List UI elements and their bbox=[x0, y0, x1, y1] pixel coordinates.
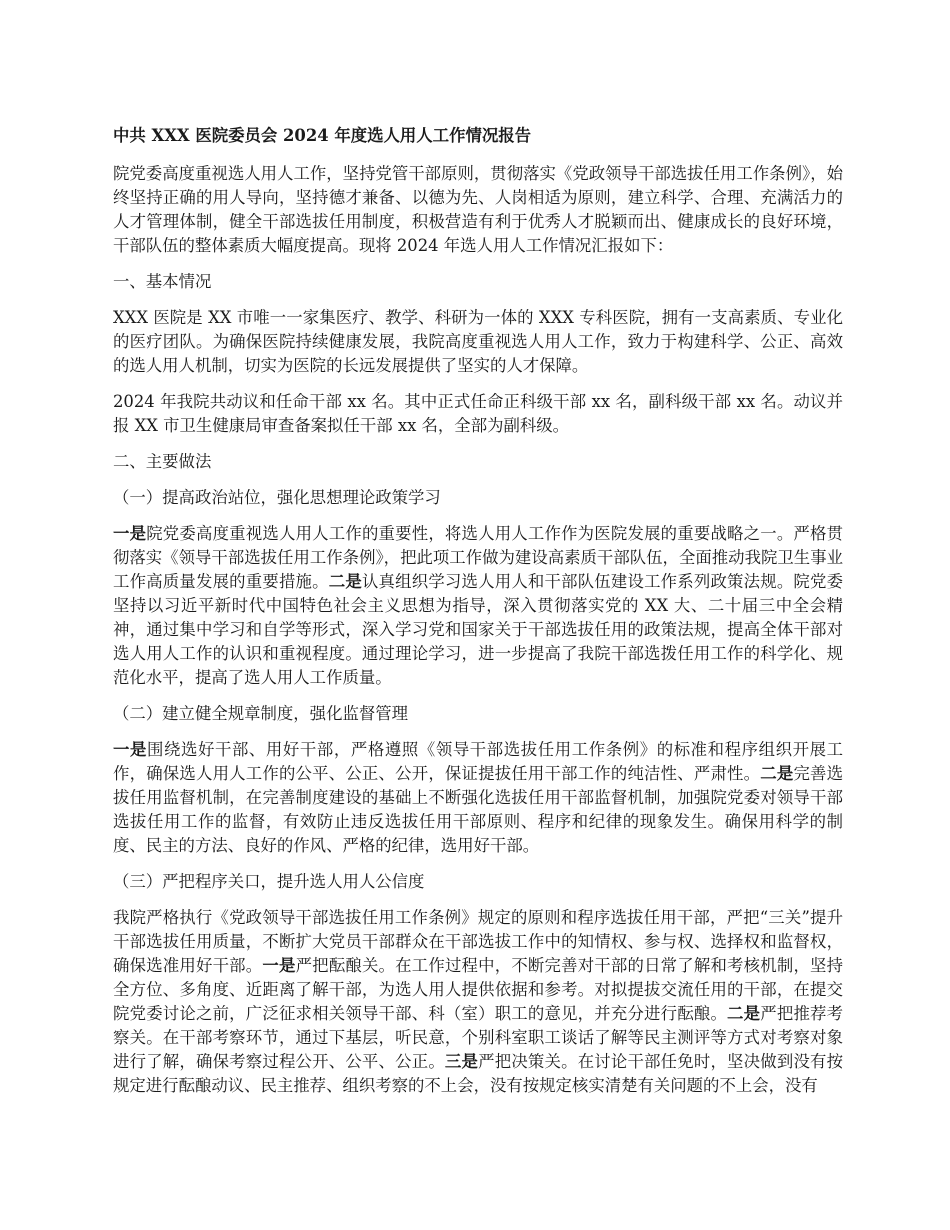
subsection-heading-3: （三）严把程序关口，提升选人用人公信度 bbox=[113, 872, 425, 891]
paragraph-text: 严把推荐考察关。在干部考察环节，通过下基层，听民意，个别科室职工谈话了解等民主测评等方式对考察对象进行了解，确保考察过程公开、公平、公正。 bbox=[113, 1004, 844, 1071]
bold-lead: 二是 bbox=[727, 1004, 761, 1023]
basic-paragraph-1: XXX 医院是 XX 市唯一一家集医疗、教学、科研为一体的 XXX 专科医院，拥有一支高素质、专业化的医疗团队。为确保医院持续健康发展，我院高度重视选人用人工作，致力于构建科学、公正、高效的选人用人机制，切实为医院的长远发展提供了坚实的人才保障。 bbox=[113, 308, 843, 375]
document-page bbox=[113, 124, 843, 1110]
document-title: 中共 XXX 医院委员会 2024 年度选人用人工作情况报告 bbox=[113, 126, 532, 145]
basic-paragraph-2: 2024 年我院共动议和任命干部 xx 名。其中正式任命正科级干部 xx 名，副科级干部 xx 名。动议并报 XX 市卫生健康局审查备案拟任干部 xx 名，全部为副科级。 bbox=[113, 392, 843, 435]
bold-lead: 三是 bbox=[444, 1052, 479, 1071]
bold-lead: 一是 bbox=[113, 740, 147, 759]
subsection-heading-2: （二）建立健全规章制度，强化监督管理 bbox=[113, 704, 409, 723]
paragraph-text: 围绕选好干部、用好干部，严格遵照《领导干部选拔任用工作条例》的标准和程序组织开展工作，确保选人用人工作的公平、公正、公开，保证提拔任用干部工作的纯洁性、严肃性。 bbox=[113, 740, 844, 783]
bold-lead: 二是 bbox=[760, 764, 794, 783]
subsection-2-paragraph bbox=[113, 738, 843, 858]
subsection-heading-1: （一）提高政治站位，强化思想理论政策学习 bbox=[113, 488, 441, 507]
paragraph-text: 完善选拔任用监督机制，在完善制度建设的基础上不断强化选拔任用干部监督机制，加强院党委对领导干部选拔任用工作的监督，有效防止违反选拔任用干部原则、程序和纪律的现象发生。确保用科学的制度、民主的方法、良好的作风、严格的纪律，选用好干部。 bbox=[113, 764, 844, 855]
subsection-1-paragraph bbox=[113, 522, 843, 690]
paragraph-text: 我院严格执行《党政领导干部选拔任用工作条例》规定的原则和程序选拔任用干部，严把“三关”提升干部选拔任用质量，不断扩大党员干部群众在干部选拔工作中的知情权、参与权、选择权和监督权，确保选准用好干部。 bbox=[113, 908, 843, 975]
paragraph-text: 严把决策关。在讨论干部任免时，坚决做到没有按规定进行酝酿动议、民主推荐、组织考察的不上会，没有按规定核实清楚有关问题的不上会，没有 bbox=[113, 1052, 844, 1095]
paragraph-text: 严把酝酿关。在工作过程中，不断完善对干部的日常了解和考核机制，坚持全方位、多角度、近距离了解干部，为选人用人提供依据和参考。对拟提拔交流任用的干部，在提交院党委讨论之前，广泛征求相关领导干部、科（室）职工的意见，并充分进行酝酿。 bbox=[113, 956, 844, 1023]
subsection-3-paragraph bbox=[113, 906, 843, 1098]
paragraph-text: 认真组织学习选人用人和干部队伍建设工作系列政策法规。院党委坚持以习近平新时代中国特色社会主义思想为指导，深入贯彻落实党的 XX 大、二十届三中全会精神，通过集中学习和自学等形式，深入学习党和国家关于干部选拔任用的政策法规，提高全体干部对选人用人工作的认识和重视程度。通过理论学习，进一步提高了我院干部选拨任用工作的科学化、规范化水平，提高了选人用人工作质量。 bbox=[113, 572, 844, 687]
paragraph-text: 院党委高度重视选人用人工作的重要性，将选人用人工作作为医院发展的重要战略之一。严格贯彻落实《领导干部选拔任用工作条例》，把此项工作做为建设高素质干部队伍，全面推动我院卫生事业工作高质量发展的重要措施。 bbox=[113, 524, 844, 591]
section-heading-basic: 一、基本情况 bbox=[113, 272, 212, 291]
bold-lead: 二是 bbox=[328, 572, 362, 591]
bold-lead: 一是 bbox=[113, 524, 147, 543]
bold-lead: 一是 bbox=[262, 956, 296, 975]
section-heading-practices: 二、主要做法 bbox=[113, 452, 212, 471]
intro-paragraph: 院党委高度重视选人用人工作，坚持党管干部原则，贯彻落实《党政领导干部选拔任用工作条例》，始终坚持正确的用人导向，坚持德才兼备、以德为先、人岗相适为原则，建立科学、合理、充满活力的人才管理体制，健全干部选拔任用制度，积极营造有利于优秀人才脱颖而出、健康成长的良好环境，干部队伍的整体素质大幅度提高。现将 2024 年选人用人工作情况汇报如下： bbox=[113, 164, 843, 255]
